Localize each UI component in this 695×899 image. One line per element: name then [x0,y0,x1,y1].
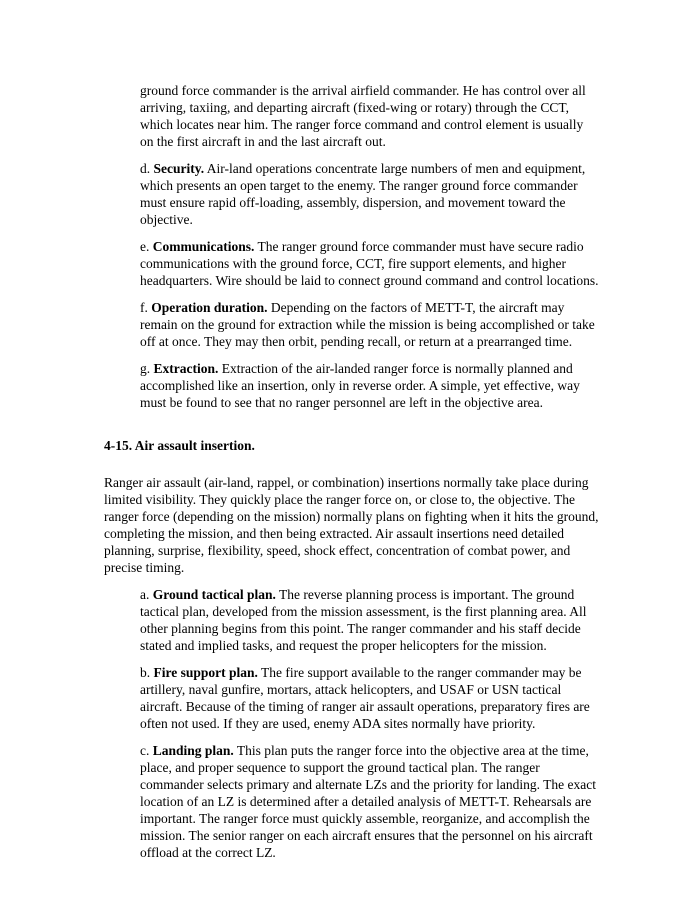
paragraph-label: g. [140,361,154,376]
paragraph-lead: Communications. [152,239,255,254]
paragraph-body: This plan puts the ranger force into the objective area at the time, place, and proper sequence to support the ground tactical plan. The ranger commander selects primary and alternate LZs and the priority for landing. The exact location of an LZ is determined after a detailed analysis of METT-T. Rehearsals are important. The ranger force must quickly assemble, reorganize, and accomplish the mission. The senior ranger on each aircraft ensures that the personnel on his aircraft offload at the correct LZ. [140,743,596,860]
paragraph-f-operation-duration [140,299,600,350]
paragraph-label: a. [140,587,153,602]
paragraph-body: The ranger ground force commander must have secure radio communications with the ground force, CCT, fire support elements, and higher headquarters. Wire should be laid to connect ground command and control locations. [140,239,599,288]
paragraph-body: Extraction of the air-landed ranger force is normally planned and accomplished like an insertion, only in reverse order. A simple, yet effective, way must be found to see that no ranger personnel are left in the objective area. [140,361,580,410]
paragraph-lead: Fire support plan. [153,665,258,680]
paragraph-b-fire-support-plan [140,664,600,732]
paragraph-e-communications [140,238,600,289]
paragraph-body: Ranger air assault (air-land, rappel, or combination) insertions normally take place during limited visibility. They quickly place the ranger force on, or close to, the objective. The ranger force (depending on the mission) normally plans on fighting when it hits the ground, completing the mission, and then being extracted. Air assault insertions need detailed planning, surprise, flexibility, speed, shock effect, concentration of combat power, and precise timing. [104,475,599,575]
paragraph-d-security [140,160,600,228]
paragraph-label: d. [140,161,154,176]
paragraph-label: c. [140,743,153,758]
paragraph-label: f. [140,300,152,315]
paragraph-continuation [140,82,600,150]
paragraph-c-landing-plan [140,742,600,861]
paragraph-label: b. [140,665,154,680]
paragraph-lead: Security. [153,161,205,176]
paragraph-body: Air-land operations concentrate large numbers of men and equipment, which presents an open target to the enemy. The ranger ground force commander must ensure rapid off-loading, assembly, dispersion, and movement toward the objective. [140,161,586,227]
paragraph-intro [104,474,600,576]
paragraph-body: ground force commander is the arrival airfield commander. He has control over all arriving, taxiing, and departing aircraft (fixed-wing or rotary) through the CCT, which locates near him. The ranger force command and control element is usually on the first aircraft in and the last aircraft out. [140,83,586,149]
paragraph-body: Depending on the factors of METT-T, the aircraft may remain on the ground for extraction while the mission is being accomplished or take off at once. They may then orbit, pending recall, or return at a prearranged time. [140,300,595,349]
paragraph-a-ground-tactical-plan [140,586,600,654]
paragraph-lead: Landing plan. [152,743,234,758]
paragraph-lead: Operation duration. [151,300,268,315]
paragraph-body: The reverse planning process is important. The ground tactical plan, developed from the mission assessment, is the first planning area. All other planning begins from this point. The ranger commander and his staff decide stated and implied tasks, and request the proper helicopters for the mission. [140,587,587,653]
paragraph-lead: Ground tactical plan. [152,587,276,602]
paragraph-lead: Extraction. [153,361,219,376]
section-heading: 4-15. Air assault insertion. [104,438,255,453]
paragraph-g-extraction [140,360,600,411]
paragraph-body: The fire support available to the ranger commander may be artillery, naval gunfire, mortars, attack helicopters, and USAF or USN tactical aircraft. Because of the timing of ranger air assault operations, preparatory fires are often not used. If they are used, enemy ADA sites normally have priority. [140,665,590,731]
paragraph-label: e. [140,239,153,254]
